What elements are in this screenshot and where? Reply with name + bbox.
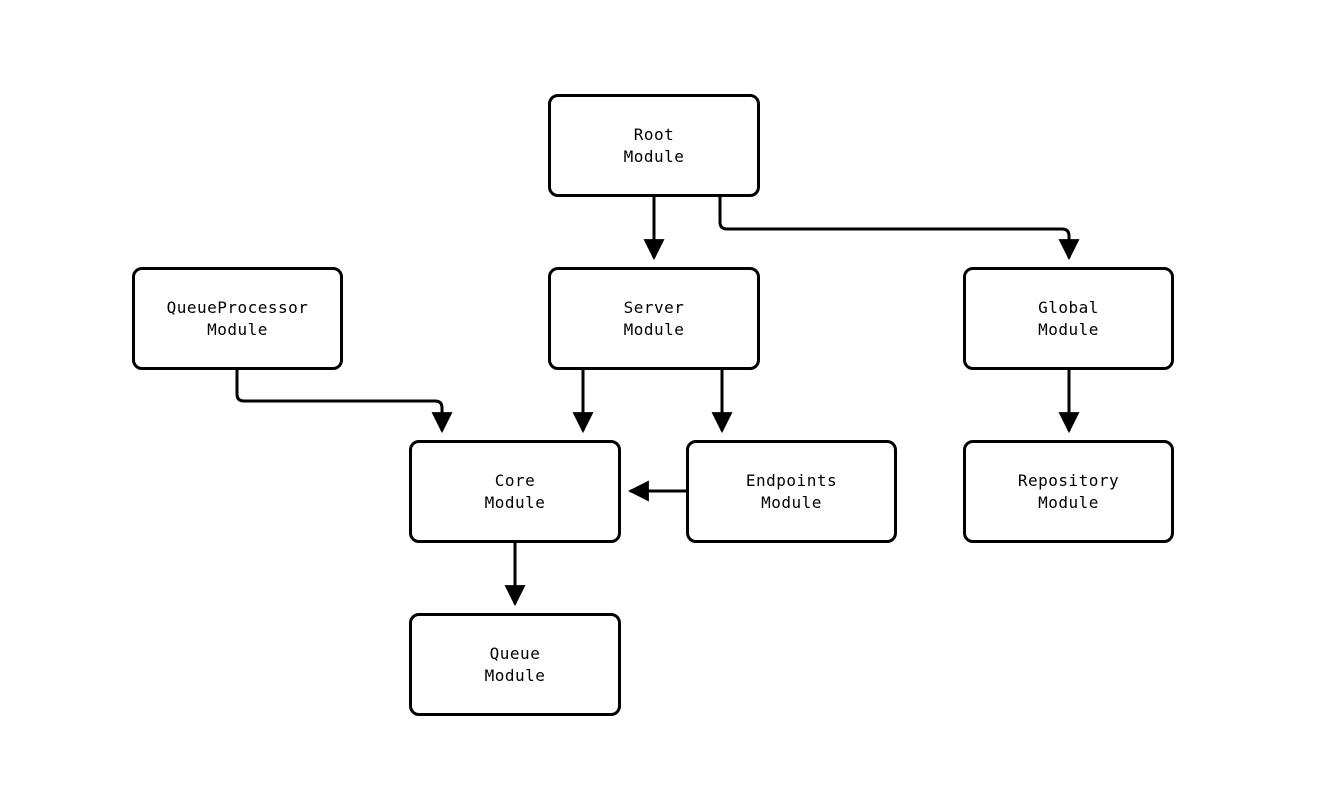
node-label-line2: Module xyxy=(1038,319,1099,339)
edge-queueprocessor-to-core xyxy=(237,370,442,431)
node-repository-module[interactable] xyxy=(963,440,1174,543)
node-label-line1: Root xyxy=(633,124,675,144)
node-label-line2: Module xyxy=(623,146,685,166)
node-endpoints-module[interactable] xyxy=(686,440,897,543)
node-server-module[interactable] xyxy=(548,267,760,370)
node-label-line1: Endpoints xyxy=(745,470,838,490)
node-label-line1: Core xyxy=(494,470,536,490)
node-queue-module[interactable] xyxy=(409,613,621,716)
node-label-line1: Server xyxy=(623,297,685,317)
node-label-line2: Module xyxy=(1038,492,1099,512)
node-queueprocessor-module[interactable] xyxy=(132,267,343,370)
node-label-line1: QueueProcessor xyxy=(166,297,309,317)
node-global-module[interactable] xyxy=(963,267,1174,370)
edge-root-to-global xyxy=(720,197,1069,258)
node-label-line1: Repository xyxy=(1017,470,1120,490)
node-root-module[interactable] xyxy=(548,94,760,197)
node-core-module[interactable] xyxy=(409,440,621,543)
node-label-line2: Module xyxy=(207,319,268,339)
node-label-line2: Module xyxy=(761,492,822,512)
node-label-line1: Queue xyxy=(489,643,541,663)
node-label-line2: Module xyxy=(484,492,546,512)
node-label-line1: Global xyxy=(1038,297,1099,317)
node-label-line2: Module xyxy=(484,665,546,685)
node-label-line2: Module xyxy=(623,319,685,339)
